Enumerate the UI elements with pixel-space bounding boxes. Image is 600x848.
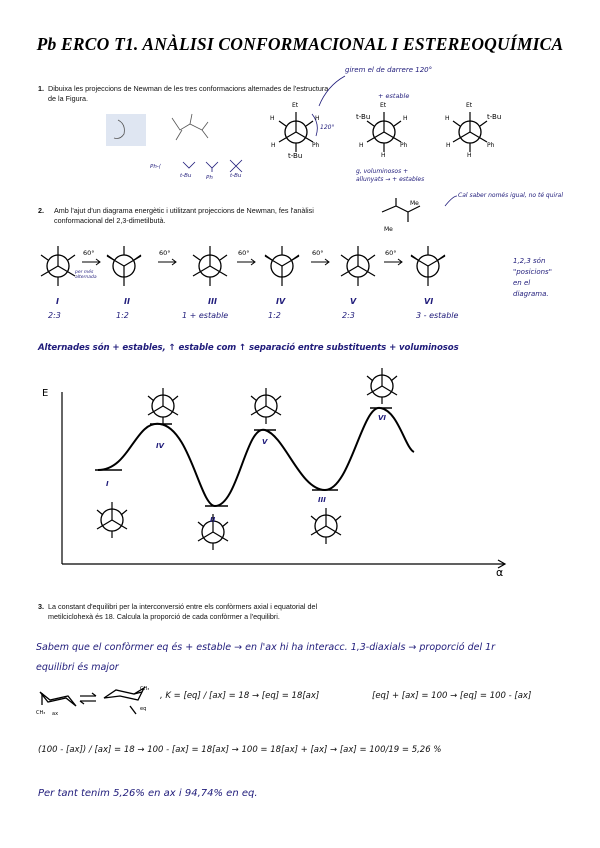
q2-number: 2. (38, 206, 44, 215)
diagram-level-label: V (262, 438, 268, 446)
q1-n1-br: Ph (312, 142, 320, 149)
q1-note-bottom2: allunyats → + estables (356, 176, 425, 183)
q1-n2-top: Et (380, 102, 387, 109)
axis-alpha-label: α (496, 566, 504, 579)
q2-newman-1 (41, 246, 75, 286)
q2-conformer-ratio: 1:2 (116, 311, 129, 320)
rotation-arrow (82, 259, 100, 265)
q2-conformer-id: I (56, 297, 59, 306)
q1-newman-1 (279, 112, 313, 152)
q2-note-right: Cal saber només igual, no té quiral (458, 192, 564, 199)
q2-rotation-label: 60° (385, 249, 397, 257)
diagram-level-label: I (106, 480, 109, 488)
diagram-newman-5 (251, 388, 281, 424)
q3-hw-line2: equilibri és major (36, 662, 119, 673)
q1-newman-2 (367, 112, 401, 152)
q3-ch3-ax: CH₃ (36, 710, 46, 716)
rotation-arrow (384, 259, 402, 265)
q1-n1-bottom: t-Bu (288, 152, 303, 160)
q2-conformer-id: II (124, 297, 130, 306)
q2-text-line1: Amb l'ajut d'un diagrama energètic i utilitzant projeccions de Newman, fes l'anàlisi (54, 206, 314, 215)
rotation-arrow (237, 259, 255, 265)
q1-newman-3 (453, 112, 487, 152)
q3-sum-expression: [eq] + [ax] = 100 → [eq] = 100 - [ax] (372, 691, 532, 701)
q1-sub-label-1: Ph-⟨ (150, 164, 161, 170)
q3-hw-line1: Sabem que el confòrmer eq és + estable → en l'ax hi ha interacc. 1,3-diaxials → proporció del 1r (36, 642, 496, 653)
q2-summary: Alternades són + estables, ↑ estable com ↑ separació entre substituents + voluminosos (38, 343, 459, 353)
q2-side-note-3: en el (513, 279, 531, 287)
q2-small-note: per més alternada (75, 270, 97, 280)
q3-text (48, 602, 378, 621)
q2-conformer-id: IV (276, 297, 286, 306)
q2-side-note-1: 1,2,3 són (513, 257, 546, 265)
diagram-newman-4 (148, 388, 178, 424)
q1-sub-label-3: Ph (206, 175, 213, 181)
q2-conformer-id: III (208, 297, 217, 306)
diagram-level-label: II (210, 516, 216, 524)
q2-newman-5 (341, 246, 375, 286)
q1-n2-bl: H (359, 142, 364, 149)
q1-n2-br: Ph (400, 142, 408, 149)
q3-k-expression: , K = [eq] / [ax] = 18 → [eq] = 18[ax] (160, 691, 320, 701)
q2-text-line2: conformacional del 2,3-dimetilbutà. (54, 215, 166, 225)
q1-n3-bl: H (446, 142, 451, 149)
q2-newman-2 (107, 246, 141, 286)
q2-rotation-label: 60° (238, 249, 250, 257)
q2-side-note (513, 256, 552, 300)
q2-note-arrow (445, 196, 457, 206)
q3-chair-eq (104, 688, 147, 714)
q2-conformer-ratio: 2:3 (342, 311, 355, 320)
diagram-level-label: IV (156, 442, 165, 450)
q1-n2-tr: H (403, 115, 408, 122)
q2-conformer-ratio: 1:2 (268, 311, 281, 320)
q2-struct-me1: Me (410, 200, 419, 207)
q1-note-stable: + estable (378, 92, 410, 100)
rotation-arrow (158, 259, 176, 265)
diagram-newman-3 (311, 508, 341, 544)
axis-e-label: E (42, 388, 49, 399)
q2-newman-3 (193, 246, 227, 286)
q2-rotation-label: 60° (312, 249, 324, 257)
q2-text (54, 206, 374, 225)
q1-sub-label-4: t-Bu (230, 173, 242, 179)
energy-diagram (62, 392, 505, 568)
q1-n1-tr: H (315, 115, 320, 122)
q3-conclusion: Per tant tenim 5,26% en ax i 94,74% en eq. (38, 788, 258, 799)
q1-n1-bl: H (271, 142, 276, 149)
q1-figure-structure (106, 114, 208, 146)
q2-newman-6 (411, 246, 445, 286)
q1-text-line2: de la Figura. (48, 93, 88, 103)
q1-n3-tr: t-Bu (487, 113, 502, 121)
q3-chair-ax (40, 692, 76, 706)
q3-hw-intro (36, 638, 581, 678)
q2-side-note-2: "posicions" (513, 268, 552, 276)
diagram-newman-projections (97, 368, 397, 550)
q1-note-bottom1: g, voluminosos + (356, 168, 409, 175)
q3-ch3-eq: CH₃ (140, 686, 150, 692)
q3-ax-label: ax (52, 711, 59, 717)
q3-text-line2: metilciclohexà és 18. Calcula la proporció de cada confòrmer a l'equilibri. (48, 611, 280, 621)
q2-conformer-ratio: 3 - estable (416, 311, 459, 320)
q1-n2-tl: t-Bu (356, 113, 371, 121)
q3-equilibrium-arrows (80, 693, 96, 704)
q1-sub-label-2: t-Bu (180, 173, 192, 179)
q1-n3-br: Ph (487, 142, 495, 149)
q3-text-line1: La constant d'equilibri per la interconversió entre els confòrmers axial i equatorial del (48, 602, 318, 611)
q3-eq-label: eq (140, 706, 147, 712)
q1-note-top: girem el de darrere 120° (345, 66, 433, 74)
rotation-arrow (311, 259, 329, 265)
q1-small-substituents (183, 160, 242, 172)
q1-n3-tl: H (445, 115, 450, 122)
q2-conformer-ratio: 2:3 (48, 311, 61, 320)
q3-calc-expression: (100 - [ax]) / [ax] = 18 → 100 - [ax] = 18[ax] → 100 = 18[ax] + [ax] → [ax] = 100/19 = 5,26 % (38, 745, 442, 755)
diagram-level-label: VI (378, 414, 387, 422)
q3-number: 3. (38, 602, 44, 611)
q1-n2-bottom: H (381, 152, 386, 159)
q1-n3-bottom: H (467, 152, 472, 159)
q2-struct-me2: Me (384, 226, 393, 233)
q2-conformer-ratio: 1 + estable (182, 311, 229, 320)
diagram-newman-6 (367, 368, 397, 404)
q2-conformer-id: V (350, 297, 357, 306)
q2-rotation-label: 60° (83, 249, 95, 257)
q1-n1-tl: H (270, 115, 275, 122)
q1-arrow-note (319, 76, 345, 106)
q1-n3-top: Et (466, 102, 473, 109)
q1-note-120: 120° (320, 124, 335, 131)
page-title: Pb ERCO T1. ANÀLISI CONFORMACIONAL I ESTEREOQUÍMICA (36, 34, 564, 54)
q2-conformer-id: VI (424, 297, 434, 306)
q2-newman-4 (265, 246, 299, 286)
q1-number: 1. (38, 84, 44, 93)
q1-text-line1: Dibuixa les projeccions de Newman de les tres conformacions alternades de l'estructura (48, 84, 329, 93)
q1-n1-top: Et (292, 102, 299, 109)
q2-rotation-label: 60° (159, 249, 171, 257)
diagram-newman-1 (97, 502, 127, 538)
q2-side-note-4: diagrama. (513, 290, 549, 298)
diagram-level-label: III (318, 496, 326, 504)
